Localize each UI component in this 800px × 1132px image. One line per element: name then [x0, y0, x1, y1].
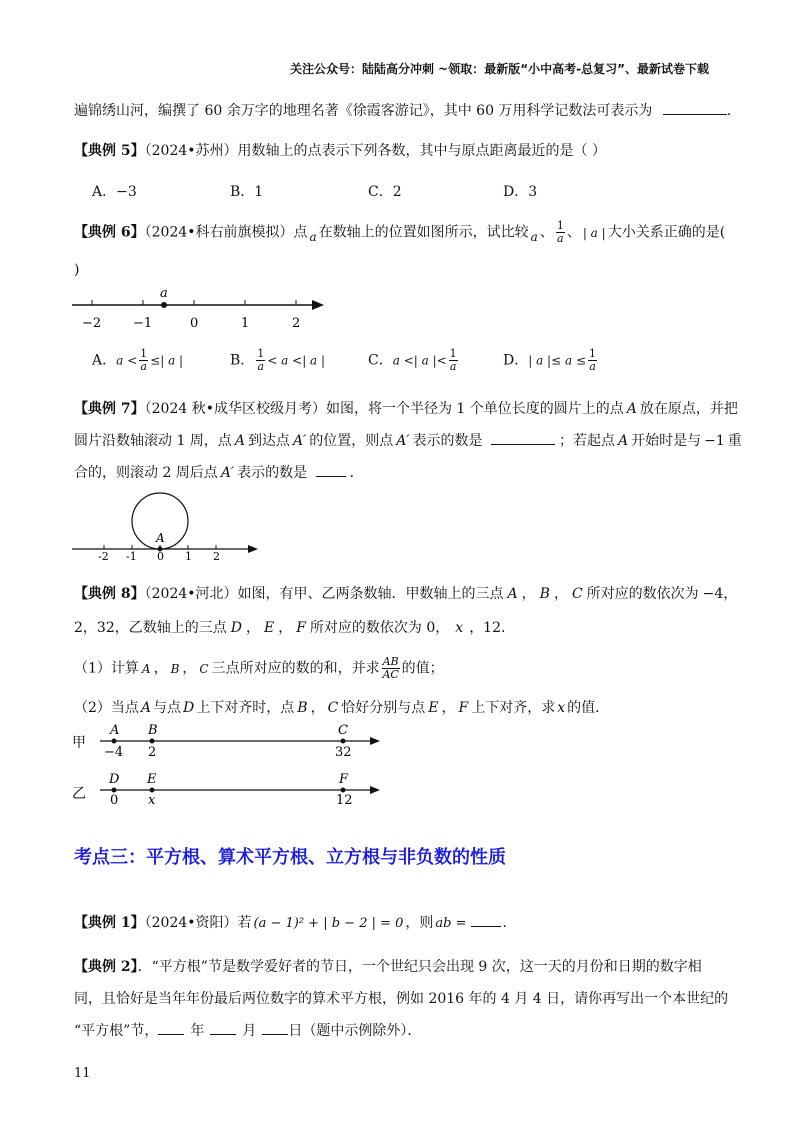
- q6-option-a[interactable]: A．a < $\frac{1}{a}$ ≤| a |: [92, 347, 184, 373]
- intro-text: 遍锦绣山河，编撰了 60 余万字的地理名著《徐霞客游记》，其中 60 万用科学记数法可表示为: [74, 103, 653, 119]
- s3q1-label: 【典例 1】: [74, 915, 145, 931]
- s3q2-line-1: 【典例 2】．“平方根”节是数学爱好者的节日，一个世纪只会出现 9 次，这一天的月份和日期的数字相: [74, 959, 702, 975]
- q7-blank-1[interactable]: [491, 430, 555, 445]
- q8-sub-2: （2）当点 A 与点 D 上下对齐时，点 B ， C 恰好分别与点 E ， F 上下对齐，求 x 的值．: [74, 700, 610, 716]
- q7-label: 【典例 7】: [74, 401, 145, 417]
- s3q2-day-blank[interactable]: [262, 1020, 288, 1035]
- q5-option-a[interactable]: A．−3: [92, 184, 137, 200]
- section-heading: 考点三：平方根、算术平方根、立方根与非负数的性质: [74, 847, 506, 868]
- s3q1-blank[interactable]: [471, 912, 501, 927]
- q5-label: 【典例 5】: [74, 143, 145, 159]
- q6-option-b[interactable]: B． $\frac{1}{a}$ < a <| a |: [230, 347, 326, 373]
- q8-point-b-label: B: [148, 723, 158, 738]
- s3q1-stem: 【典例 1】（2024•资阳）若 (a − 1)² + | b − 2 | = 0 ，则 ab = ．: [74, 912, 517, 932]
- q6-point-a: [161, 302, 167, 308]
- q8-value-c: 32: [335, 745, 352, 760]
- q8-jia-label: 甲: [72, 735, 86, 751]
- s3q2-label: 【典例 2】: [74, 959, 138, 975]
- q7-tick-label-m2: -2: [98, 550, 109, 562]
- q6-label: 【典例 6】: [74, 224, 145, 241]
- q7-tick-label-0: 0: [157, 550, 164, 562]
- q6-stem: 【典例 6】（2024•科右前旗模拟）点 a 在数轴上的位置如图所示，试比较 a 、 $\frac{1}{a}$ 、 | a | 大小关系正确的是(: [74, 219, 726, 245]
- q6-tick-label-0: 0: [190, 316, 199, 331]
- q8-line-2: 2，32，乙数轴上的三点 D ， E ， F 所对应的数依次为 0， x ，12．: [74, 620, 516, 636]
- q8-label: 【典例 8】: [74, 586, 145, 602]
- q8-point-d-label: D: [109, 772, 120, 787]
- intro-line: 遍锦绣山河，编撰了 60 余万字的地理名著《徐霞客游记》，其中 60 万用科学记数法可表示为 ．: [74, 100, 741, 120]
- s3q2-month-blank[interactable]: [210, 1020, 236, 1035]
- q8-point-d: [112, 788, 117, 793]
- q6-close: ): [74, 262, 80, 278]
- q8-value-b: 2: [148, 745, 157, 760]
- q6-tick-label-2: 2: [292, 316, 301, 331]
- q5-stem: [74, 140, 606, 160]
- q8-point-f-label: F: [339, 772, 349, 787]
- page-number: 11: [74, 1066, 91, 1081]
- q8-point-a: [112, 739, 117, 744]
- q7-point-a-label: A: [156, 531, 165, 545]
- q8-point-c-label: C: [338, 723, 348, 738]
- q6-point-a-label: a: [160, 286, 168, 301]
- q5-option-c[interactable]: C．2: [368, 184, 402, 200]
- s3q2-line-3: “平方根”节， 年 月 日（题中示例除外）．: [74, 1020, 421, 1040]
- q6-tick-label-m2: −2: [82, 316, 102, 331]
- q7-tick-label-1: 1: [185, 550, 192, 562]
- q5-option-b[interactable]: B．1: [230, 184, 264, 200]
- q7-blank-2[interactable]: [316, 462, 346, 477]
- q8-line-1: 【典例 8】（2024•河北）如图，有甲、乙两条数轴．甲数轴上的三点 A ， B ， C 所对应的数依次为 −4，: [74, 586, 738, 602]
- q8-value-d: 0: [110, 793, 119, 808]
- q6-tick-label-1: 1: [241, 316, 250, 331]
- q8-point-c: [341, 739, 346, 744]
- q7-line-2: 圆片沿数轴滚动 1 周，点 A 到达点 A′ 的位置，则点 A′ 表示的数是 ；若起点 A 开始时是与 −1 重: [74, 430, 742, 450]
- q7-line-1: 【典例 7】（2024 秋•成华区校级月考）如图，将一个半径为 1 个单位长度的圆片上的点 A 放在原点，并把: [74, 401, 738, 417]
- q6-option-c[interactable]: C．a <| a |< $\frac{1}{a}$: [368, 347, 457, 373]
- q5-option-d[interactable]: D．3: [503, 184, 538, 200]
- s3q2-year-blank[interactable]: [158, 1020, 184, 1035]
- q6-number-line: [66, 285, 336, 335]
- s3q1-expression: (a − 1)² + | b − 2 | = 0: [253, 916, 404, 931]
- q8-value-e: x: [148, 793, 156, 808]
- q8-yi-label: 乙: [72, 786, 86, 802]
- q6-frac-1-over-a: $\frac{1}{a}$: [556, 219, 564, 245]
- q5-text: （2024•苏州）用数轴上的点表示下列各数，其中与原点距离最近的是（ ）: [144, 143, 606, 159]
- q7-diagram: [68, 492, 268, 562]
- q6-tick-label-m1: −1: [133, 316, 153, 331]
- q8-number-lines: [70, 720, 390, 810]
- q8-sub-1: （1）计算 A ， B ， C 三点所对应的数的和，并求 $\frac{AB}{AC}$ 的值；: [74, 655, 444, 681]
- s3q2-line-2: 同，且恰好是当年年份最后两位数字的算术平方根，例如 2016 年的 4 月 4 日，请你再写出一个本世纪的: [74, 991, 729, 1007]
- q8-value-a: −4: [104, 745, 124, 760]
- q8-point-e-label: E: [147, 772, 157, 787]
- answer-blank[interactable]: [663, 100, 727, 115]
- q8-point-b: [150, 739, 155, 744]
- page-header: 关注公众号：陆陆高分冲刺 ~领取：最新版“小中高考-总复习”、最新试卷下载: [290, 62, 709, 76]
- q7-line-3: 合的，则滚动 2 周后点 A′ 表示的数是 ．: [74, 462, 364, 482]
- q8-point-a-label: A: [110, 723, 120, 738]
- q7-tick-label-m1: -1: [126, 550, 137, 562]
- q6-option-d[interactable]: D．| a |≤ a ≤ $\frac{1}{a}$: [503, 347, 596, 373]
- q8-value-f: 12: [336, 793, 353, 808]
- q8-point-e: [150, 788, 155, 793]
- q8-point-f: [341, 788, 346, 793]
- q7-tick-label-2: 2: [213, 550, 220, 562]
